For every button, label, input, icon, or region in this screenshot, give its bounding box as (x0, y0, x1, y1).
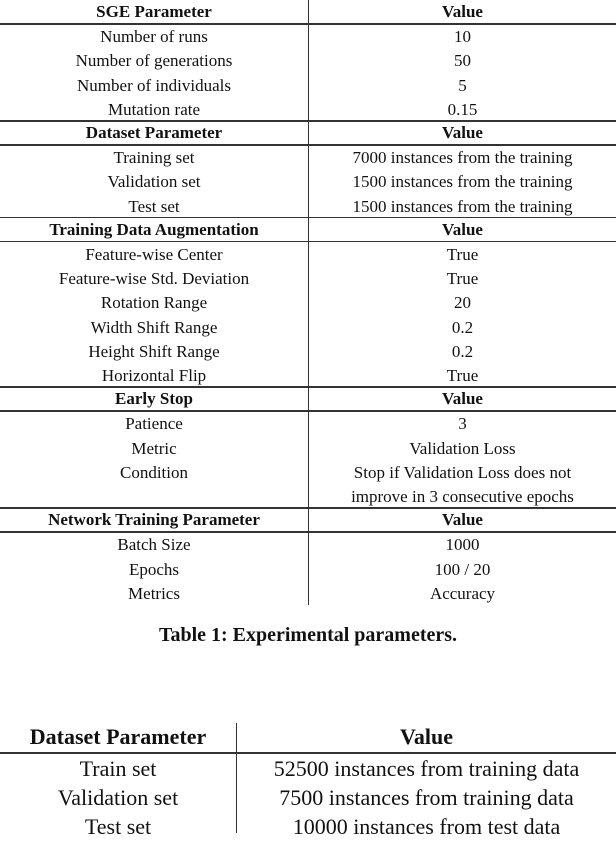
header-cell: Early Stop (115, 389, 193, 409)
column-divider (236, 723, 237, 833)
param-cell: Feature-wise Center (85, 245, 223, 264)
param-cell: Mutation rate (107, 99, 201, 119)
header-row (0, 722, 616, 751)
param-cell: Number of runs (100, 27, 208, 47)
header-cell: Value (400, 724, 453, 749)
column-divider (308, 0, 309, 605)
param-cell: Rotation Range (100, 293, 208, 313)
value-cell: True (446, 245, 479, 264)
value-cell: 5 (458, 75, 467, 95)
value-cell: 7500 instances from training data (279, 785, 574, 810)
value-cell: 1000 (445, 535, 480, 555)
value-cell: 0.15 (447, 99, 478, 119)
value-cell: 3 (458, 414, 467, 434)
param-cell: Horizontal Flip (101, 366, 207, 385)
header-cell: Dataset Parameter (85, 123, 223, 142)
param-cell: Test set (84, 814, 152, 839)
value-cell: True (446, 366, 479, 385)
value-cell: 0.2 (451, 317, 474, 337)
param-cell: Metric (131, 438, 177, 458)
param-cell: Number of individuals (77, 75, 231, 95)
param-cell: Validation set (107, 172, 201, 192)
value-cell: improve in 3 consecutive epochs (351, 487, 574, 506)
param-cell: Validation set (57, 785, 179, 810)
table-row (0, 754, 616, 783)
value-cell: 1500 instances from the training (352, 172, 573, 192)
param-cell: Patience (125, 414, 183, 434)
table-1-caption: Table 1: Experimental parameters. (158, 624, 458, 646)
value-cell: True (446, 269, 479, 289)
param-cell: Width Shift Range (90, 317, 218, 337)
header-cell: Network Training Parameter (48, 510, 260, 530)
value-cell: Validation Loss (409, 438, 516, 458)
header-cell: Value (442, 510, 483, 530)
param-cell: Epochs (128, 559, 180, 579)
header-cell: Training Data Augmentation (49, 219, 259, 239)
value-cell: 52500 instances from training data (273, 756, 580, 781)
value-cell: 10000 instances from test data (292, 814, 561, 839)
param-cell: Number of generations (75, 51, 233, 71)
header-cell: Value (442, 219, 483, 239)
value-cell: 20 (454, 293, 471, 313)
header-cell: SGE Parameter (96, 2, 212, 21)
header-cell: Value (442, 2, 483, 21)
param-cell: Train set (79, 756, 157, 781)
param-cell: Condition (119, 462, 188, 482)
value-cell: 100 / 20 (434, 559, 491, 579)
value-cell: Accuracy (429, 583, 496, 603)
table-row (0, 783, 616, 812)
value-cell: Stop if Validation Loss does not (353, 462, 572, 482)
param-cell: Training set (113, 148, 195, 168)
value-cell: 1500 instances from the training (352, 196, 573, 216)
param-cell: Height Shift Range (88, 341, 220, 361)
param-cell: Test set (128, 196, 180, 216)
value-cell: 7000 instances from the training (352, 148, 573, 168)
param-cell: Feature-wise Std. Deviation (58, 269, 250, 289)
value-cell: 0.2 (451, 341, 474, 361)
header-cell: Value (442, 123, 483, 142)
header-cell: Value (442, 389, 483, 409)
value-cell: 10 (454, 27, 471, 47)
value-cell: 50 (454, 51, 471, 71)
table-row (0, 812, 616, 841)
header-cell: Dataset Parameter (29, 724, 207, 749)
param-cell: Metrics (128, 583, 180, 603)
param-cell: Batch Size (117, 535, 191, 555)
